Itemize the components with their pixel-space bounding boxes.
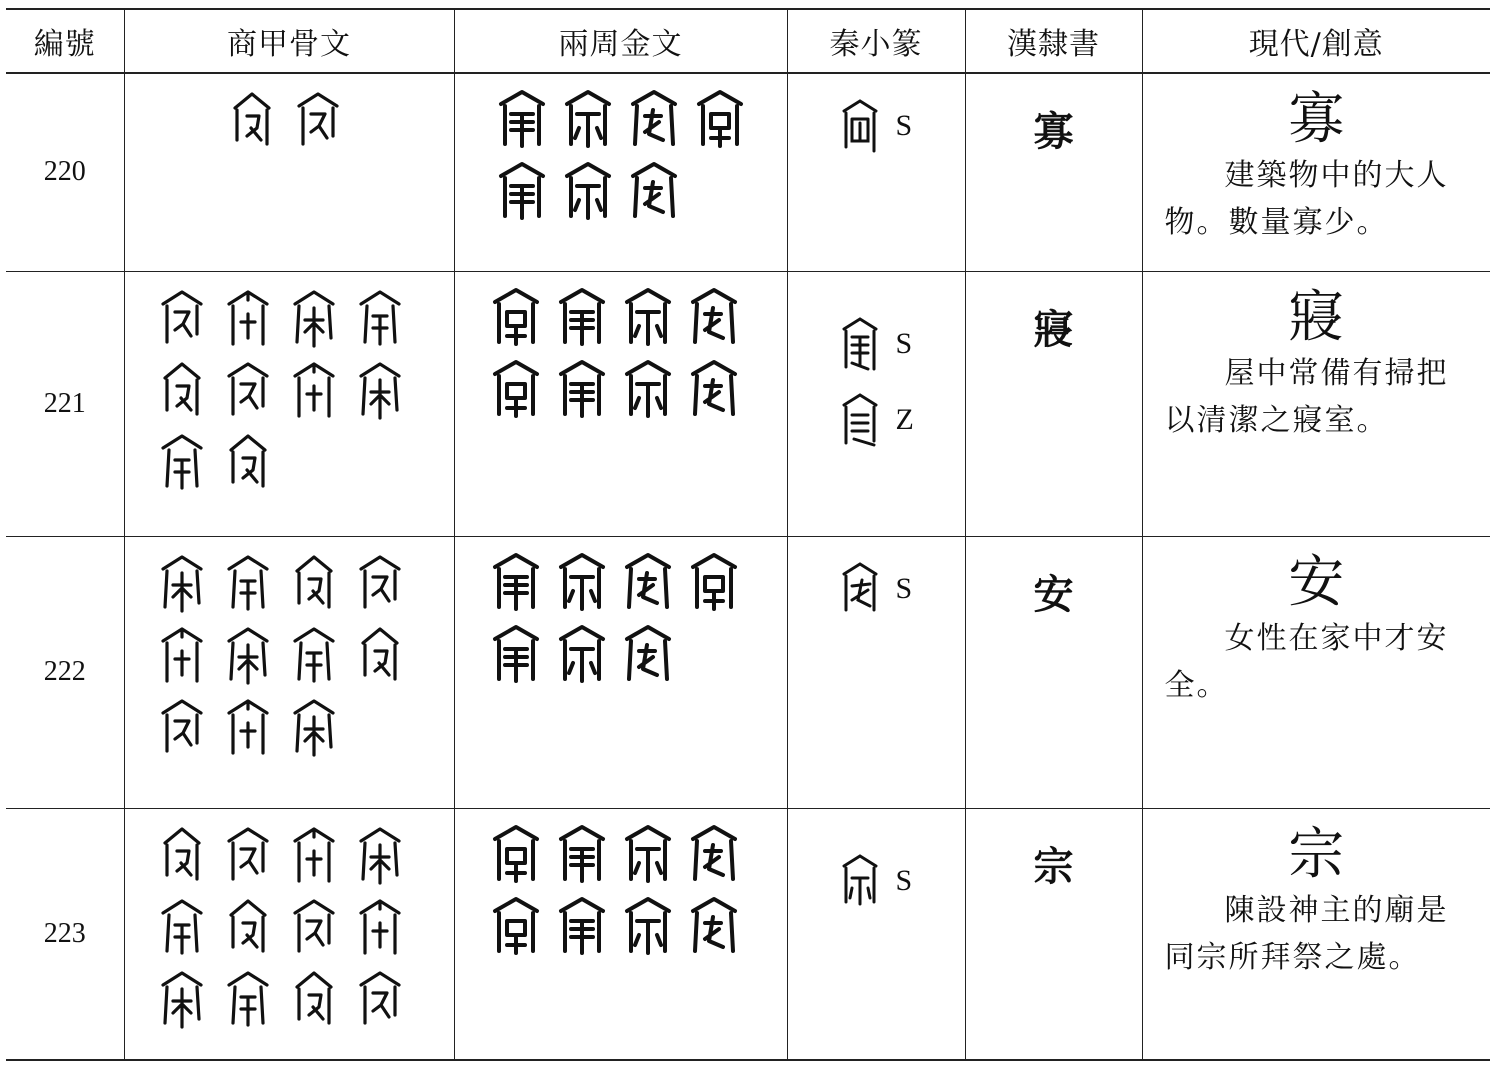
glyph-drawing <box>155 967 209 1029</box>
shang-glyph-grid <box>125 272 454 502</box>
seal-glyph <box>838 852 882 910</box>
bronze-glyph <box>555 358 621 430</box>
glyph-drawing <box>687 286 741 348</box>
seal-label: Z <box>895 402 914 436</box>
shang-glyph-grid <box>125 809 454 1039</box>
oracle-bone-glyph <box>155 695 221 767</box>
glyph-drawing <box>621 623 675 685</box>
glyph-drawing <box>353 551 407 613</box>
seal-label: S <box>895 571 913 605</box>
bronze-glyph <box>489 623 555 695</box>
entry-number: 223 <box>6 808 124 1060</box>
glyph-drawing <box>353 286 407 348</box>
header-qin-seal: 秦小篆 <box>787 9 965 73</box>
oracle-bone-glyph <box>353 823 419 895</box>
seal-label: S <box>895 326 913 360</box>
oracle-bone-glyph <box>353 623 419 695</box>
oracle-bone-glyph <box>155 823 221 895</box>
zhou-glyphs-cell <box>454 271 787 536</box>
oracle-bone-glyph <box>155 286 221 358</box>
glyph-drawing <box>627 160 681 222</box>
glyph-drawing <box>687 551 741 613</box>
modern-char: 寢 <box>1288 284 1345 350</box>
header-row <box>6 9 1490 73</box>
glyph-drawing <box>287 695 341 757</box>
oracle-bone-glyph <box>225 88 291 160</box>
glyph-drawing <box>489 286 543 348</box>
glyph-drawing <box>621 823 675 885</box>
glyph-drawing <box>353 623 407 685</box>
zhou-glyphs-cell <box>454 73 787 271</box>
oracle-bone-glyph <box>291 88 357 160</box>
oracle-bone-glyph <box>155 358 221 430</box>
zhou-glyph-grid <box>455 74 787 232</box>
glyph-drawing <box>693 88 747 150</box>
shang-glyphs-cell <box>124 73 454 271</box>
bronze-glyph <box>621 895 687 967</box>
glyph-drawing <box>353 967 407 1029</box>
modern-description: 女性在家中才安全。 <box>1164 620 1449 703</box>
bronze-glyph <box>687 823 753 895</box>
glyph-drawing <box>489 551 543 613</box>
modern-char: 安 <box>1288 549 1345 615</box>
oracle-bone-glyph <box>221 286 287 358</box>
modern-cell <box>1142 73 1490 271</box>
oracle-bone-glyph <box>221 695 287 767</box>
glyph-drawing <box>353 895 407 957</box>
bronze-glyph <box>621 286 687 358</box>
bronze-glyph <box>555 623 621 695</box>
bronze-glyph <box>495 160 561 232</box>
shang-glyph-grid <box>125 537 454 767</box>
seal-cell <box>787 536 965 808</box>
clerical-char: 安 <box>1033 570 1074 618</box>
glyph-drawing <box>155 695 209 757</box>
shang-glyphs-cell <box>124 808 454 1060</box>
glyph-drawing <box>627 88 681 150</box>
bronze-glyph <box>621 823 687 895</box>
bronze-glyph <box>489 358 555 430</box>
glyph-drawing <box>489 823 543 885</box>
seal-glyph <box>838 560 882 618</box>
zhou-glyph-grid <box>455 809 787 967</box>
oracle-bone-glyph <box>353 967 419 1039</box>
oracle-bone-glyph <box>155 551 221 623</box>
shang-glyphs-cell <box>124 271 454 536</box>
seal-cell <box>787 271 965 536</box>
clerical-cell <box>965 808 1142 1060</box>
bronze-glyph <box>687 895 753 967</box>
glyph-drawing <box>155 623 209 685</box>
zhou-glyph-grid <box>455 272 787 430</box>
shang-glyph-grid <box>125 74 454 160</box>
glyph-drawing <box>561 88 615 150</box>
bronze-glyph <box>489 895 555 967</box>
glyph-drawing <box>287 895 341 957</box>
glyph-drawing <box>621 895 675 957</box>
shang-glyphs-cell <box>124 536 454 808</box>
table-row <box>6 536 1490 808</box>
glyph-drawing <box>287 551 341 613</box>
bronze-glyph <box>495 88 561 160</box>
header-modern: 現代/創意 <box>1142 9 1490 73</box>
glyph-drawing <box>291 88 345 150</box>
clerical-cell <box>965 536 1142 808</box>
seal-cell <box>787 73 965 271</box>
modern-description: 陳設神主的廟是同宗所拜祭之處。 <box>1164 892 1449 975</box>
seal-glyph-line <box>788 388 965 452</box>
script-evolution-table <box>6 8 1490 1061</box>
header-zhou-bronze: 兩周金文 <box>454 9 787 73</box>
zhou-glyphs-cell <box>454 536 787 808</box>
bronze-glyph <box>621 623 687 695</box>
oracle-bone-glyph <box>353 551 419 623</box>
entry-number: 221 <box>6 271 124 536</box>
zhou-glyph-grid <box>455 537 787 695</box>
seal-glyph-line <box>788 94 965 158</box>
oracle-bone-glyph <box>287 358 353 430</box>
oracle-bone-glyph <box>221 895 287 967</box>
modern-char: 寡 <box>1288 87 1345 152</box>
bronze-glyph <box>561 88 627 160</box>
glyph-drawing <box>221 430 275 492</box>
table-row <box>6 808 1490 1060</box>
glyph-drawing <box>221 895 275 957</box>
glyph-drawing <box>155 551 209 613</box>
seal-glyph <box>838 315 882 373</box>
glyph-drawing <box>555 551 609 613</box>
glyph-drawing <box>495 88 549 150</box>
clerical-char: 宗 <box>1033 842 1074 890</box>
modern-description: 建築物中的大人物。數量寡少。 <box>1164 158 1449 240</box>
glyph-drawing <box>221 286 275 348</box>
bronze-glyph <box>621 551 687 623</box>
bronze-glyph <box>627 160 693 232</box>
zhou-glyphs-cell <box>454 808 787 1060</box>
glyph-drawing <box>155 823 209 885</box>
entry-number: 220 <box>6 73 124 271</box>
oracle-bone-glyph <box>221 358 287 430</box>
oracle-bone-glyph <box>287 623 353 695</box>
glyph-drawing <box>155 430 209 492</box>
header-shang-oracle-bone: 商甲骨文 <box>124 9 454 73</box>
oracle-bone-glyph <box>287 967 353 1039</box>
oracle-bone-glyph <box>155 623 221 695</box>
oracle-bone-glyph <box>287 551 353 623</box>
modern-description: 屋中常備有掃把以清潔之寢室。 <box>1164 355 1449 438</box>
oracle-bone-glyph <box>221 430 287 502</box>
bronze-glyph <box>561 160 627 232</box>
glyph-drawing <box>287 967 341 1029</box>
glyph-drawing <box>687 823 741 885</box>
glyph-drawing <box>621 358 675 420</box>
header-han-clerical: 漢隸書 <box>965 9 1142 73</box>
table-row <box>6 73 1490 271</box>
seal-glyph <box>838 391 882 449</box>
oracle-bone-glyph <box>221 623 287 695</box>
oracle-bone-glyph <box>287 823 353 895</box>
glyph-drawing <box>687 358 741 420</box>
glyph-drawing <box>353 823 407 885</box>
oracle-bone-glyph <box>353 895 419 967</box>
bronze-glyph <box>621 358 687 430</box>
modern-cell <box>1142 536 1490 808</box>
bronze-glyph <box>489 823 555 895</box>
oracle-bone-glyph <box>155 430 221 502</box>
glyph-drawing <box>353 358 407 420</box>
oracle-bone-glyph <box>353 358 419 430</box>
clerical-cell <box>965 73 1142 271</box>
glyph-drawing <box>221 623 275 685</box>
oracle-bone-glyph <box>155 967 221 1039</box>
glyph-drawing <box>287 358 341 420</box>
glyph-drawing <box>495 160 549 222</box>
bronze-glyph <box>489 551 555 623</box>
bronze-glyph <box>627 88 693 160</box>
oracle-bone-glyph <box>353 286 419 358</box>
glyph-drawing <box>687 895 741 957</box>
seal-label: S <box>895 863 913 897</box>
bronze-glyph <box>693 88 759 160</box>
seal-cell <box>787 808 965 1060</box>
glyph-drawing <box>489 895 543 957</box>
header-number: 編號 <box>6 9 124 73</box>
oracle-bone-glyph <box>287 286 353 358</box>
seal-glyph-line <box>788 557 965 621</box>
glyph-drawing <box>555 895 609 957</box>
glyph-drawing <box>155 358 209 420</box>
modern-cell <box>1142 271 1490 536</box>
glyph-drawing <box>561 160 615 222</box>
oracle-bone-glyph <box>221 551 287 623</box>
bronze-glyph <box>555 551 621 623</box>
clerical-char: 寡 <box>1033 108 1074 155</box>
glyph-drawing <box>489 623 543 685</box>
glyph-drawing <box>555 623 609 685</box>
clerical-cell <box>965 271 1142 536</box>
bronze-glyph <box>555 823 621 895</box>
glyph-drawing <box>221 967 275 1029</box>
glyph-drawing <box>221 823 275 885</box>
seal-glyph-line <box>788 312 965 376</box>
glyph-drawing <box>287 823 341 885</box>
oracle-bone-glyph <box>287 695 353 767</box>
glyph-drawing <box>221 695 275 757</box>
glyph-drawing <box>287 286 341 348</box>
seal-label: S <box>895 109 913 142</box>
modern-cell <box>1142 808 1490 1060</box>
glyph-drawing <box>555 358 609 420</box>
glyph-drawing <box>155 286 209 348</box>
entry-number: 222 <box>6 536 124 808</box>
seal-glyph-line <box>788 849 965 913</box>
bronze-glyph <box>687 358 753 430</box>
glyph-drawing <box>287 623 341 685</box>
glyph-drawing <box>225 88 279 150</box>
glyph-drawing <box>221 551 275 613</box>
glyph-drawing <box>621 551 675 613</box>
glyph-drawing <box>489 358 543 420</box>
glyph-drawing <box>555 823 609 885</box>
bronze-glyph <box>687 286 753 358</box>
oracle-bone-glyph <box>221 823 287 895</box>
bronze-glyph <box>687 551 753 623</box>
bronze-glyph <box>489 286 555 358</box>
glyph-drawing <box>221 358 275 420</box>
oracle-bone-glyph <box>155 895 221 967</box>
clerical-char: 寢 <box>1033 305 1074 353</box>
seal-glyph <box>838 97 882 155</box>
modern-char: 宗 <box>1288 821 1345 887</box>
bronze-glyph <box>555 895 621 967</box>
oracle-bone-glyph <box>287 895 353 967</box>
bronze-glyph <box>555 286 621 358</box>
table-row <box>6 271 1490 536</box>
glyph-drawing <box>621 286 675 348</box>
oracle-bone-glyph <box>221 967 287 1039</box>
glyph-drawing <box>155 895 209 957</box>
glyph-drawing <box>555 286 609 348</box>
